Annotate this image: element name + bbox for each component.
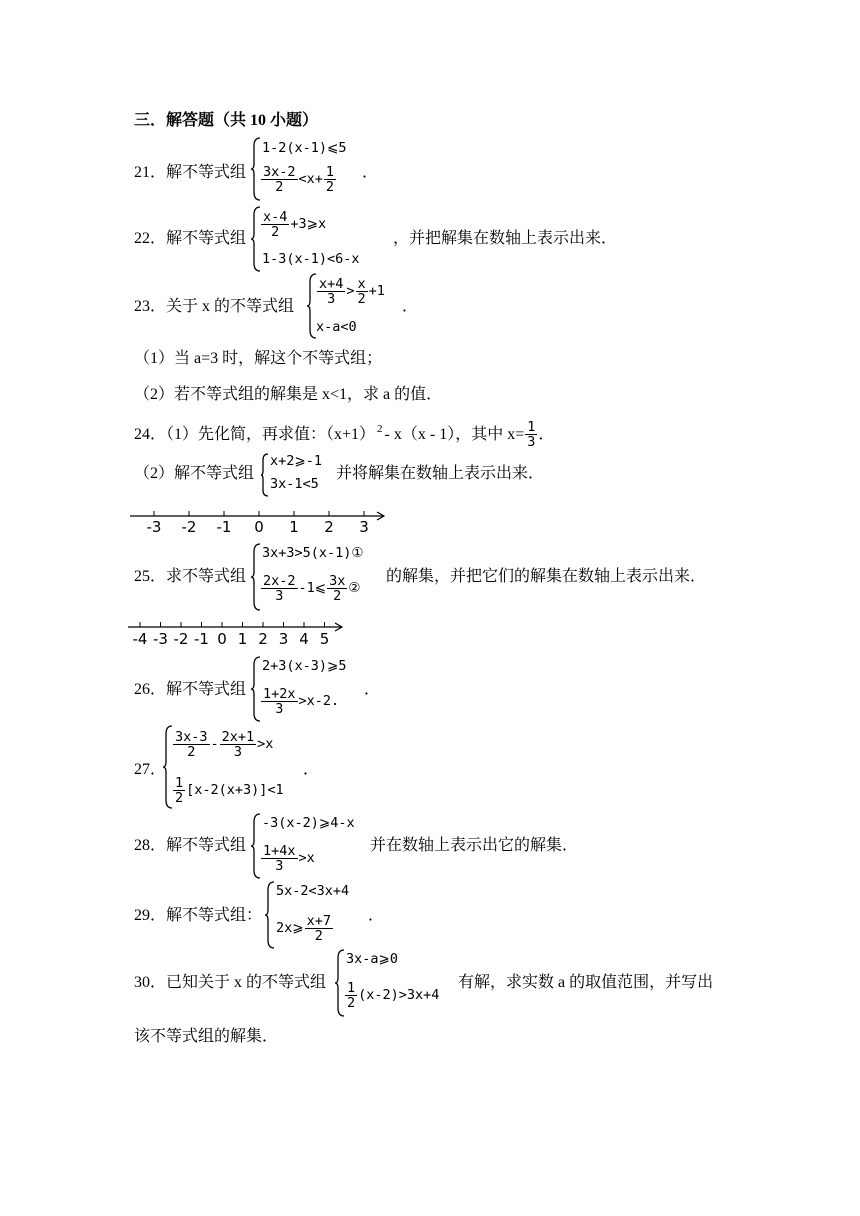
q28-rest: >x bbox=[298, 850, 315, 866]
q23-line1 bbox=[316, 276, 385, 306]
frac-den: 2 bbox=[325, 178, 335, 195]
frac-num: 1 bbox=[175, 774, 184, 791]
q25-label: 25．求不等式组 bbox=[134, 568, 247, 585]
frac-den: 2 bbox=[314, 927, 323, 944]
q21-line1: 1-2(x-1)⩽5 bbox=[262, 140, 347, 156]
axis-tick-label: 4 bbox=[299, 630, 309, 648]
q25-tail: 的解集，并把它们的解集在数轴上表示出来． bbox=[386, 568, 707, 585]
q28-line1: -3(x-2)⩾4-x bbox=[262, 815, 355, 831]
q23-tail: ． bbox=[402, 298, 419, 315]
axis-tick-label: 0 bbox=[254, 518, 264, 536]
q22-line2: 1-3(x-1)<6-x bbox=[262, 251, 360, 267]
axis-tick-label: 1 bbox=[289, 518, 299, 536]
axis-tick-label: 2 bbox=[324, 518, 334, 536]
frac-num: 2x-2 bbox=[263, 572, 296, 589]
axis-tick-label: -1 bbox=[194, 630, 209, 648]
frac-den: 2 bbox=[333, 587, 342, 604]
axis-tick-label: -4 bbox=[132, 630, 148, 648]
q24-part1 bbox=[134, 420, 554, 449]
q22-line1 bbox=[260, 209, 326, 239]
q21-line2 bbox=[260, 164, 337, 194]
q29-label: 29．解不等式组： bbox=[134, 907, 263, 924]
axis-tick-label: -1 bbox=[216, 518, 232, 536]
frac-den: 3 bbox=[275, 700, 284, 717]
q23-part1: （1）当 a=3 时，解这个不等式组； bbox=[134, 350, 383, 367]
axis-tick-label: 0 bbox=[217, 630, 227, 648]
q28-label: 28．解不等式组 bbox=[134, 837, 247, 854]
q29-line2 bbox=[276, 913, 334, 943]
q25-mid: -1⩽ bbox=[298, 580, 327, 596]
q23-rest: +1 bbox=[368, 283, 385, 299]
axis-tick-label: -2 bbox=[181, 518, 197, 536]
q23-label: 23．关于 x 的不等式组 bbox=[134, 298, 295, 315]
axis-tick-label: -2 bbox=[173, 630, 189, 648]
q30-label: 30．已知关于 x 的不等式组 bbox=[134, 974, 327, 991]
frac-num: x+7 bbox=[306, 912, 331, 929]
q25-line1: 3x+3>5(x-1)① bbox=[262, 545, 364, 561]
section-title: 三．解答题（共 10 小题） bbox=[134, 112, 319, 129]
q24-line2: 3x-1<5 bbox=[270, 476, 319, 492]
frac-num: 3x-3 bbox=[175, 728, 208, 745]
q21-label: 21．解不等式组 bbox=[134, 164, 247, 181]
q29-brace bbox=[264, 880, 276, 950]
q21-mid: <x+ bbox=[298, 171, 323, 187]
frac-den: 3 bbox=[527, 434, 536, 450]
frac-den: 2 bbox=[275, 178, 284, 195]
number-line-q24 bbox=[130, 510, 390, 536]
frac-num: x bbox=[357, 275, 366, 292]
frac-den: 2 bbox=[187, 743, 196, 760]
frac-den: 3 bbox=[275, 857, 284, 874]
q26-label: 26．解不等式组 bbox=[134, 681, 247, 698]
q24-brace bbox=[260, 452, 270, 498]
frac-num: x-4 bbox=[263, 208, 288, 225]
q30-rest: (x-2)>3x+4 bbox=[358, 987, 440, 1003]
axis-tick-label: 3 bbox=[278, 630, 289, 648]
q29-tail: ． bbox=[368, 907, 385, 924]
axis-tick-label: 3 bbox=[359, 518, 369, 536]
q27-rest2: [x-2(x+3)]<1 bbox=[186, 782, 284, 798]
q24-p1-tail: ． bbox=[538, 425, 555, 443]
q24-part2-label: （2）解不等式组 bbox=[134, 465, 255, 482]
q27-tail: ． bbox=[303, 761, 320, 778]
frac-num: 1 bbox=[527, 419, 536, 435]
q23-mid: > bbox=[346, 283, 355, 299]
axis-tick-label: 5 bbox=[319, 630, 330, 648]
q21-tail: ． bbox=[362, 164, 379, 181]
axis-tick-label: 2 bbox=[258, 630, 268, 648]
q27-rest: >x bbox=[257, 736, 274, 752]
frac-num: 3x-2 bbox=[263, 163, 296, 180]
q24-tail: 并将解集在数轴上表示出来． bbox=[336, 465, 545, 482]
q23-line2: x-a<0 bbox=[316, 319, 357, 335]
q28-tail: 并在数轴上表示出它的解集． bbox=[370, 837, 579, 854]
frac-den: 3 bbox=[275, 587, 284, 604]
q29-line1: 5x-2<3x+4 bbox=[276, 883, 350, 899]
q29-pre: 2x⩾ bbox=[276, 920, 304, 936]
frac-num: 1+4x bbox=[263, 842, 296, 859]
q26-rest: >x-2. bbox=[298, 693, 340, 709]
frac-num: 1+2x bbox=[263, 685, 296, 702]
q30-line2-text: 该不等式组的解集． bbox=[134, 1028, 279, 1045]
q27-line1 bbox=[172, 729, 273, 759]
axis-tick-label: -3 bbox=[146, 518, 162, 536]
q26-line2 bbox=[260, 686, 339, 716]
axis-tick-label: 1 bbox=[237, 630, 248, 648]
q25-line2 bbox=[260, 573, 360, 603]
number-line-q25 bbox=[128, 620, 348, 652]
q24-p1-text: 24．（1）先化简，再求值：（x+1） bbox=[134, 425, 376, 443]
q27-mid: - bbox=[210, 736, 219, 752]
frac-den: 3 bbox=[327, 290, 336, 307]
q28-line2 bbox=[260, 843, 315, 873]
frac-den: 2 bbox=[357, 290, 366, 307]
frac-den: 2 bbox=[347, 994, 356, 1011]
q24-sup: 2 bbox=[377, 422, 383, 435]
q23-part2: （2）若不等式组的解集是 x<1，求 a 的值． bbox=[134, 386, 443, 403]
q30-tail: 有解，求实数 a 的取值范围，并写出 bbox=[458, 974, 714, 991]
axis-tick-label: -3 bbox=[153, 630, 168, 648]
frac-num: 2x+1 bbox=[221, 728, 255, 745]
q22-tail: ，并把解集在数轴上表示出来． bbox=[393, 230, 618, 247]
q24-line1: x+2⩾-1 bbox=[270, 453, 322, 469]
q27-label: 27． bbox=[134, 761, 167, 778]
frac-num: 1 bbox=[325, 163, 335, 180]
frac-num: x+4 bbox=[319, 275, 344, 292]
frac-num: 3x bbox=[329, 572, 346, 589]
q22-label: 22．解不等式组 bbox=[134, 230, 247, 247]
frac-den: 2 bbox=[271, 223, 280, 240]
q25-rest: ② bbox=[348, 580, 361, 596]
frac-den: 3 bbox=[233, 743, 242, 760]
q24-p1-rest: - x（x - 1），其中 x= bbox=[384, 425, 525, 443]
q26-tail: ． bbox=[364, 681, 381, 698]
frac-den: 2 bbox=[175, 789, 184, 806]
frac-num: 1 bbox=[347, 979, 356, 996]
q30-line1: 3x-a⩾0 bbox=[346, 951, 398, 967]
q26-line1: 2+3(x-3)⩾5 bbox=[262, 658, 347, 674]
q27-line2 bbox=[172, 775, 284, 805]
q22-rest: +3⩾x bbox=[290, 216, 327, 232]
q30-line2 bbox=[344, 980, 439, 1010]
